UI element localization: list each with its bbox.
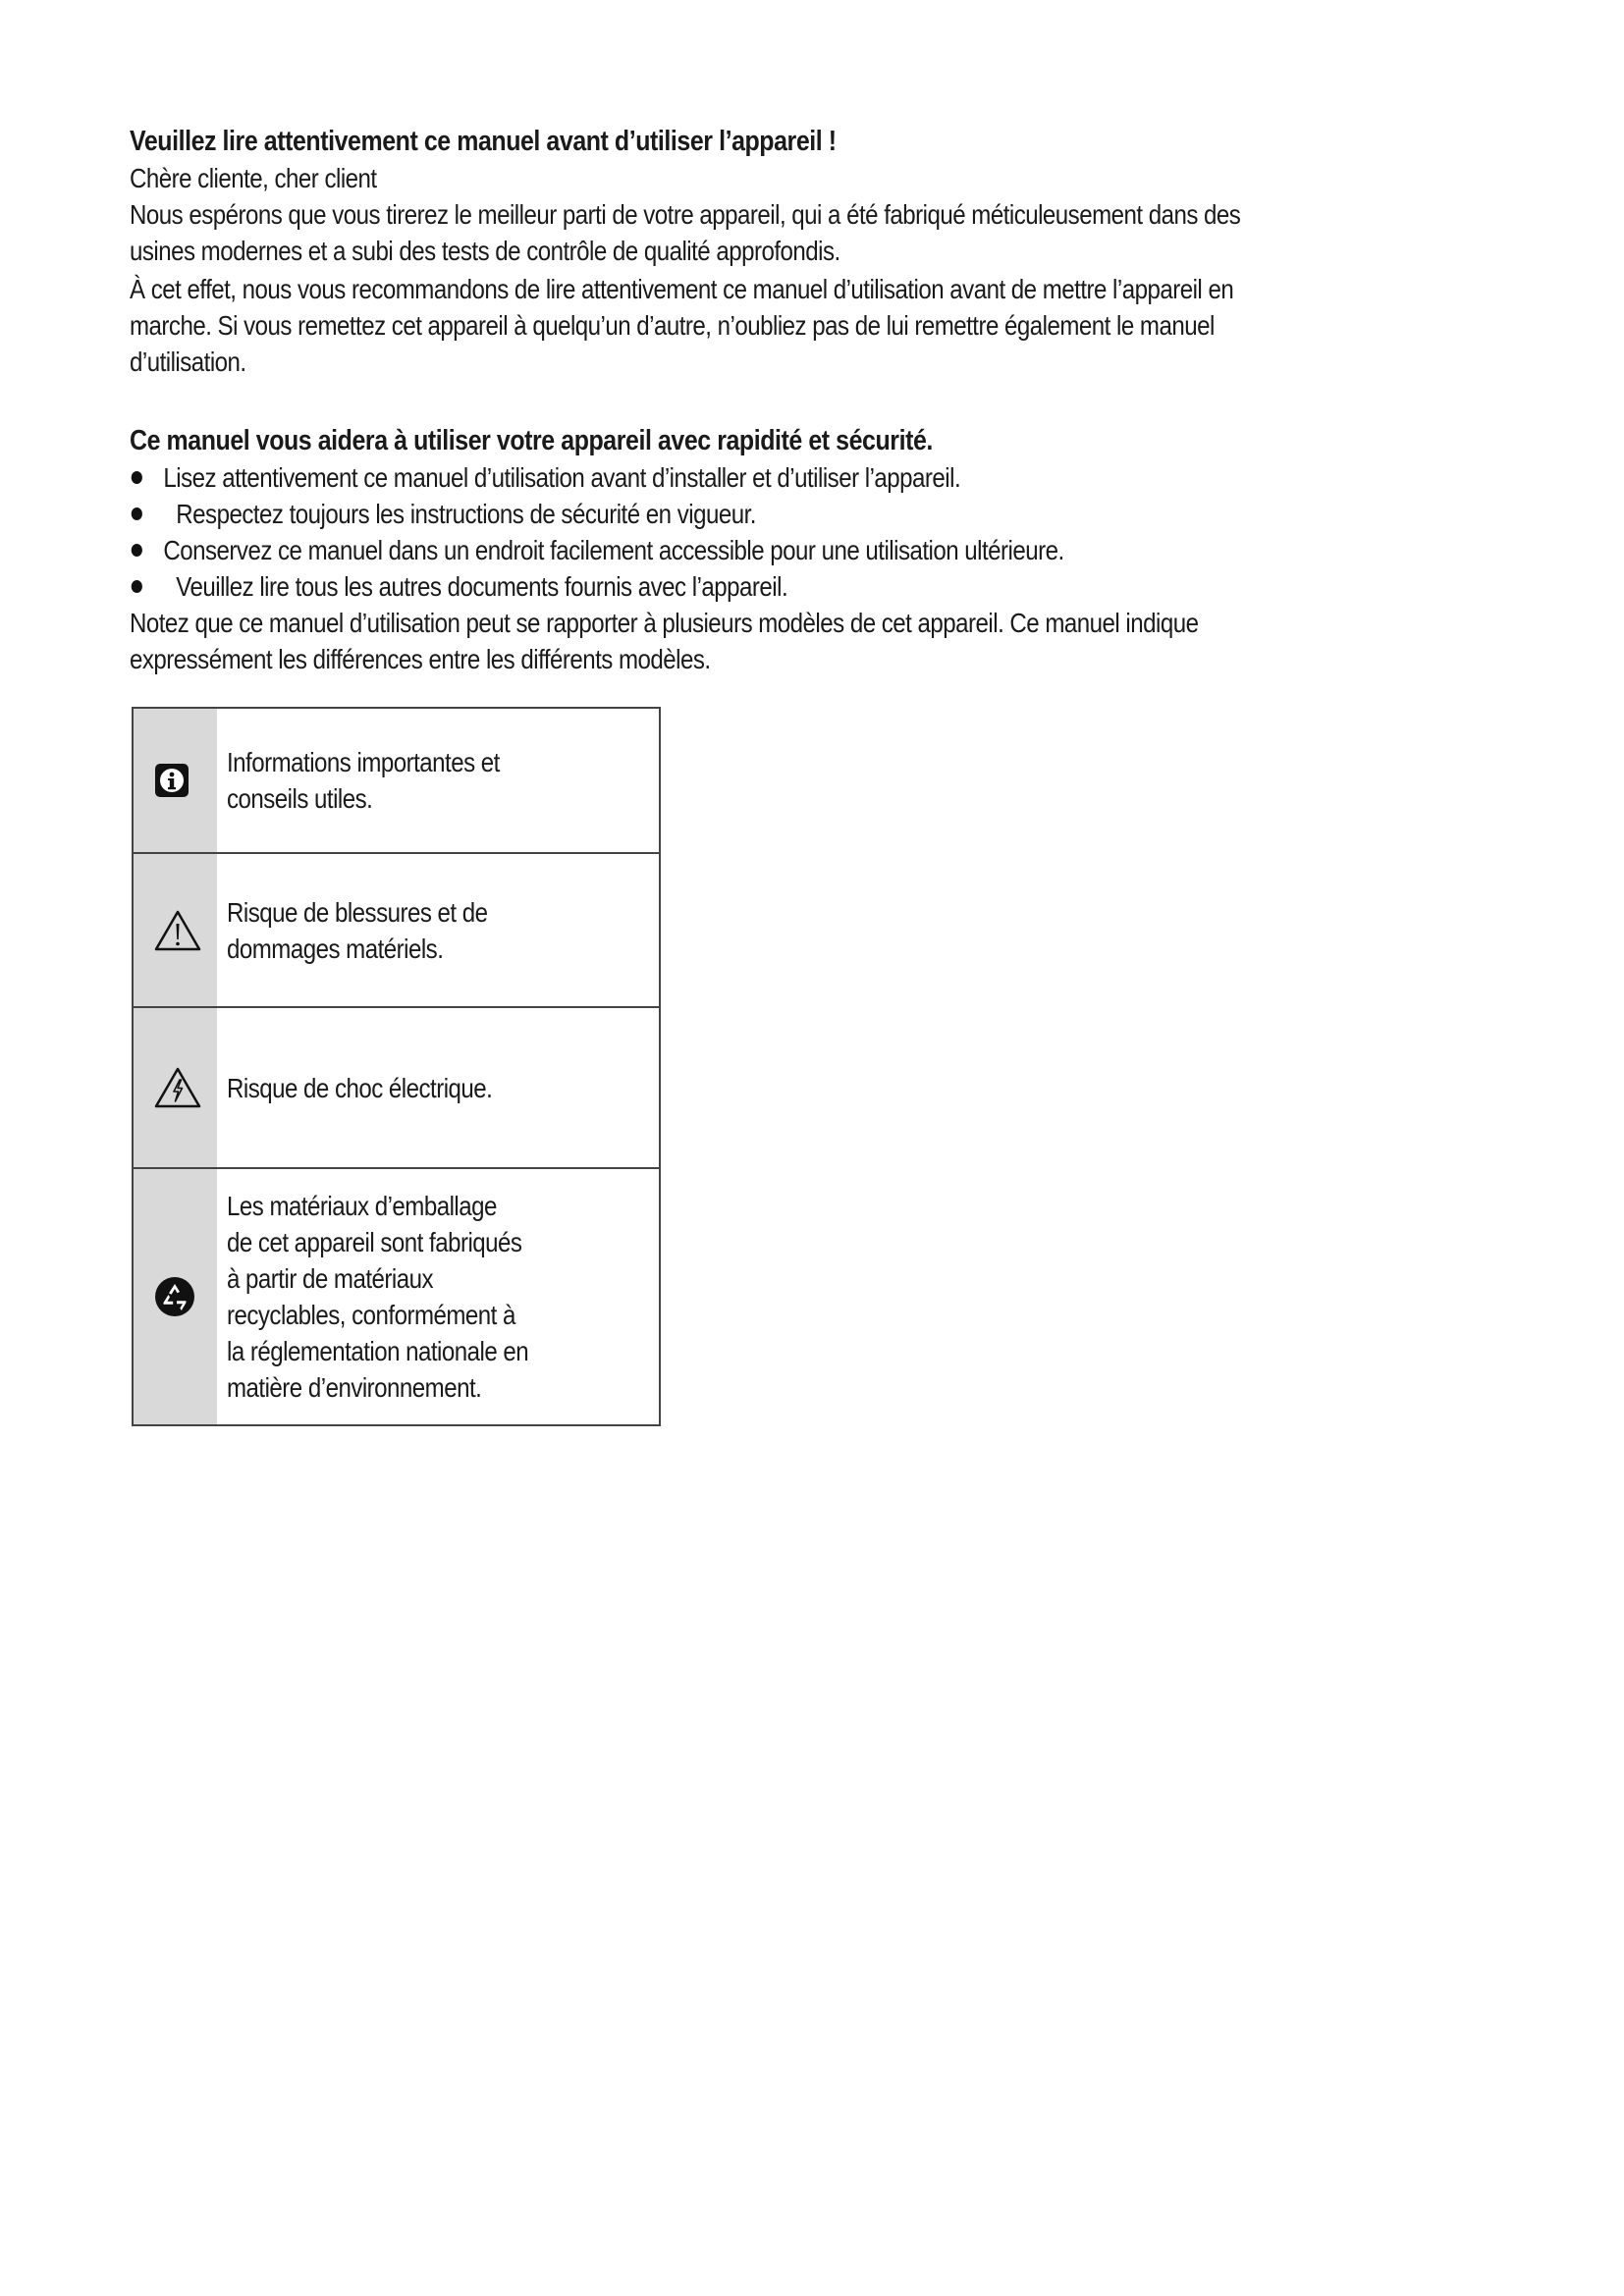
intro-para1-line1: Nous espérons que vous tirerez le meilleur parti de votre appareil, qui a été fabriqué méticuleusement dans des xyxy=(130,199,1241,230)
bullet-icon xyxy=(132,580,142,593)
legend-text-line: Informations importantes et xyxy=(227,747,500,777)
intro-heading: Veuillez lire attentivement ce manuel avant d’utiliser l’appareil ! xyxy=(130,126,837,157)
legend-icon-cell xyxy=(133,1168,217,1425)
table-row xyxy=(133,1007,660,1168)
legend-text-line: Les matériaux d’emballage xyxy=(227,1191,497,1221)
table-row xyxy=(133,1168,660,1425)
legend-icon-cell xyxy=(133,1007,217,1168)
manual-page xyxy=(130,124,1445,677)
legend-text-line: à partir de matériaux xyxy=(227,1263,434,1294)
intro-section xyxy=(130,124,1445,677)
list-item: Lisez attentivement ce manuel d’utilisation avant d’installer et d’utiliser l’appareil. xyxy=(130,459,1445,496)
symbol-legend-table xyxy=(132,707,661,1426)
table-row xyxy=(133,708,660,853)
guide-bullet-list xyxy=(130,459,1445,605)
bullet-icon xyxy=(132,544,142,557)
legend-text-line: matière d’environnement. xyxy=(227,1372,482,1403)
list-item: Conservez ce manuel dans un endroit facilement accessible pour une utilisation ultérieure. xyxy=(130,532,1445,568)
bullet-icon xyxy=(132,471,142,484)
legend-text-line: la réglementation nationale en xyxy=(227,1336,529,1366)
legend-text-cell xyxy=(217,708,660,853)
warning-icon xyxy=(153,909,202,952)
guide-heading: Ce manuel vous aidera à utiliser votre appareil avec rapidité et sécurité. xyxy=(130,425,933,456)
legend-text-line: Risque de blessures et de xyxy=(227,896,488,928)
list-item: Respectez toujours les instructions de sécurité en vigueur. xyxy=(130,496,1445,532)
info-icon xyxy=(153,762,190,799)
guide-note-line2: expressément les différences entre les différents modèles. xyxy=(130,644,711,674)
legend-icon-cell xyxy=(133,708,217,853)
intro-para2-line1: À cet effet, nous vous recommandons de lire attentivement ce manuel d’utilisation avant de mettre l’appareil en xyxy=(130,274,1234,304)
greeting: Chère cliente, cher client xyxy=(130,163,377,193)
legend-icon-cell xyxy=(133,853,217,1007)
legend-text-line: dommages matériels. xyxy=(227,933,444,964)
intro-para2-line2: marche. Si vous remettez cet appareil à quelqu’un d’autre, n’oubliez pas de lui remettre également le manuel xyxy=(130,310,1215,341)
recycle-icon xyxy=(153,1275,196,1318)
intro-para1-line2: usines modernes et a subi des tests de contrôle de qualité approfondis. xyxy=(130,236,840,266)
legend-text-line: conseils utiles. xyxy=(227,783,373,814)
guide-note-line1: Notez que ce manuel d’utilisation peut se rapporter à plusieurs modèles de cet appareil. Ce manuel indique xyxy=(130,608,1199,638)
bullet-icon xyxy=(132,507,142,520)
legend-text-cell xyxy=(217,1168,660,1425)
legend-text-cell xyxy=(217,853,660,1007)
intro-para2-line3: d’utilisation. xyxy=(130,347,246,377)
table-row xyxy=(133,853,660,1007)
list-item: Veuillez lire tous les autres documents fournis avec l’appareil. xyxy=(130,568,1445,605)
legend-text-line: de cet appareil sont fabriqués xyxy=(227,1227,522,1257)
legend-text-cell xyxy=(217,1007,660,1168)
legend-text-line: Risque de choc électrique. xyxy=(227,1072,493,1103)
electric-shock-icon xyxy=(153,1066,202,1109)
legend-text-line: recyclables, conformément à xyxy=(227,1300,515,1330)
